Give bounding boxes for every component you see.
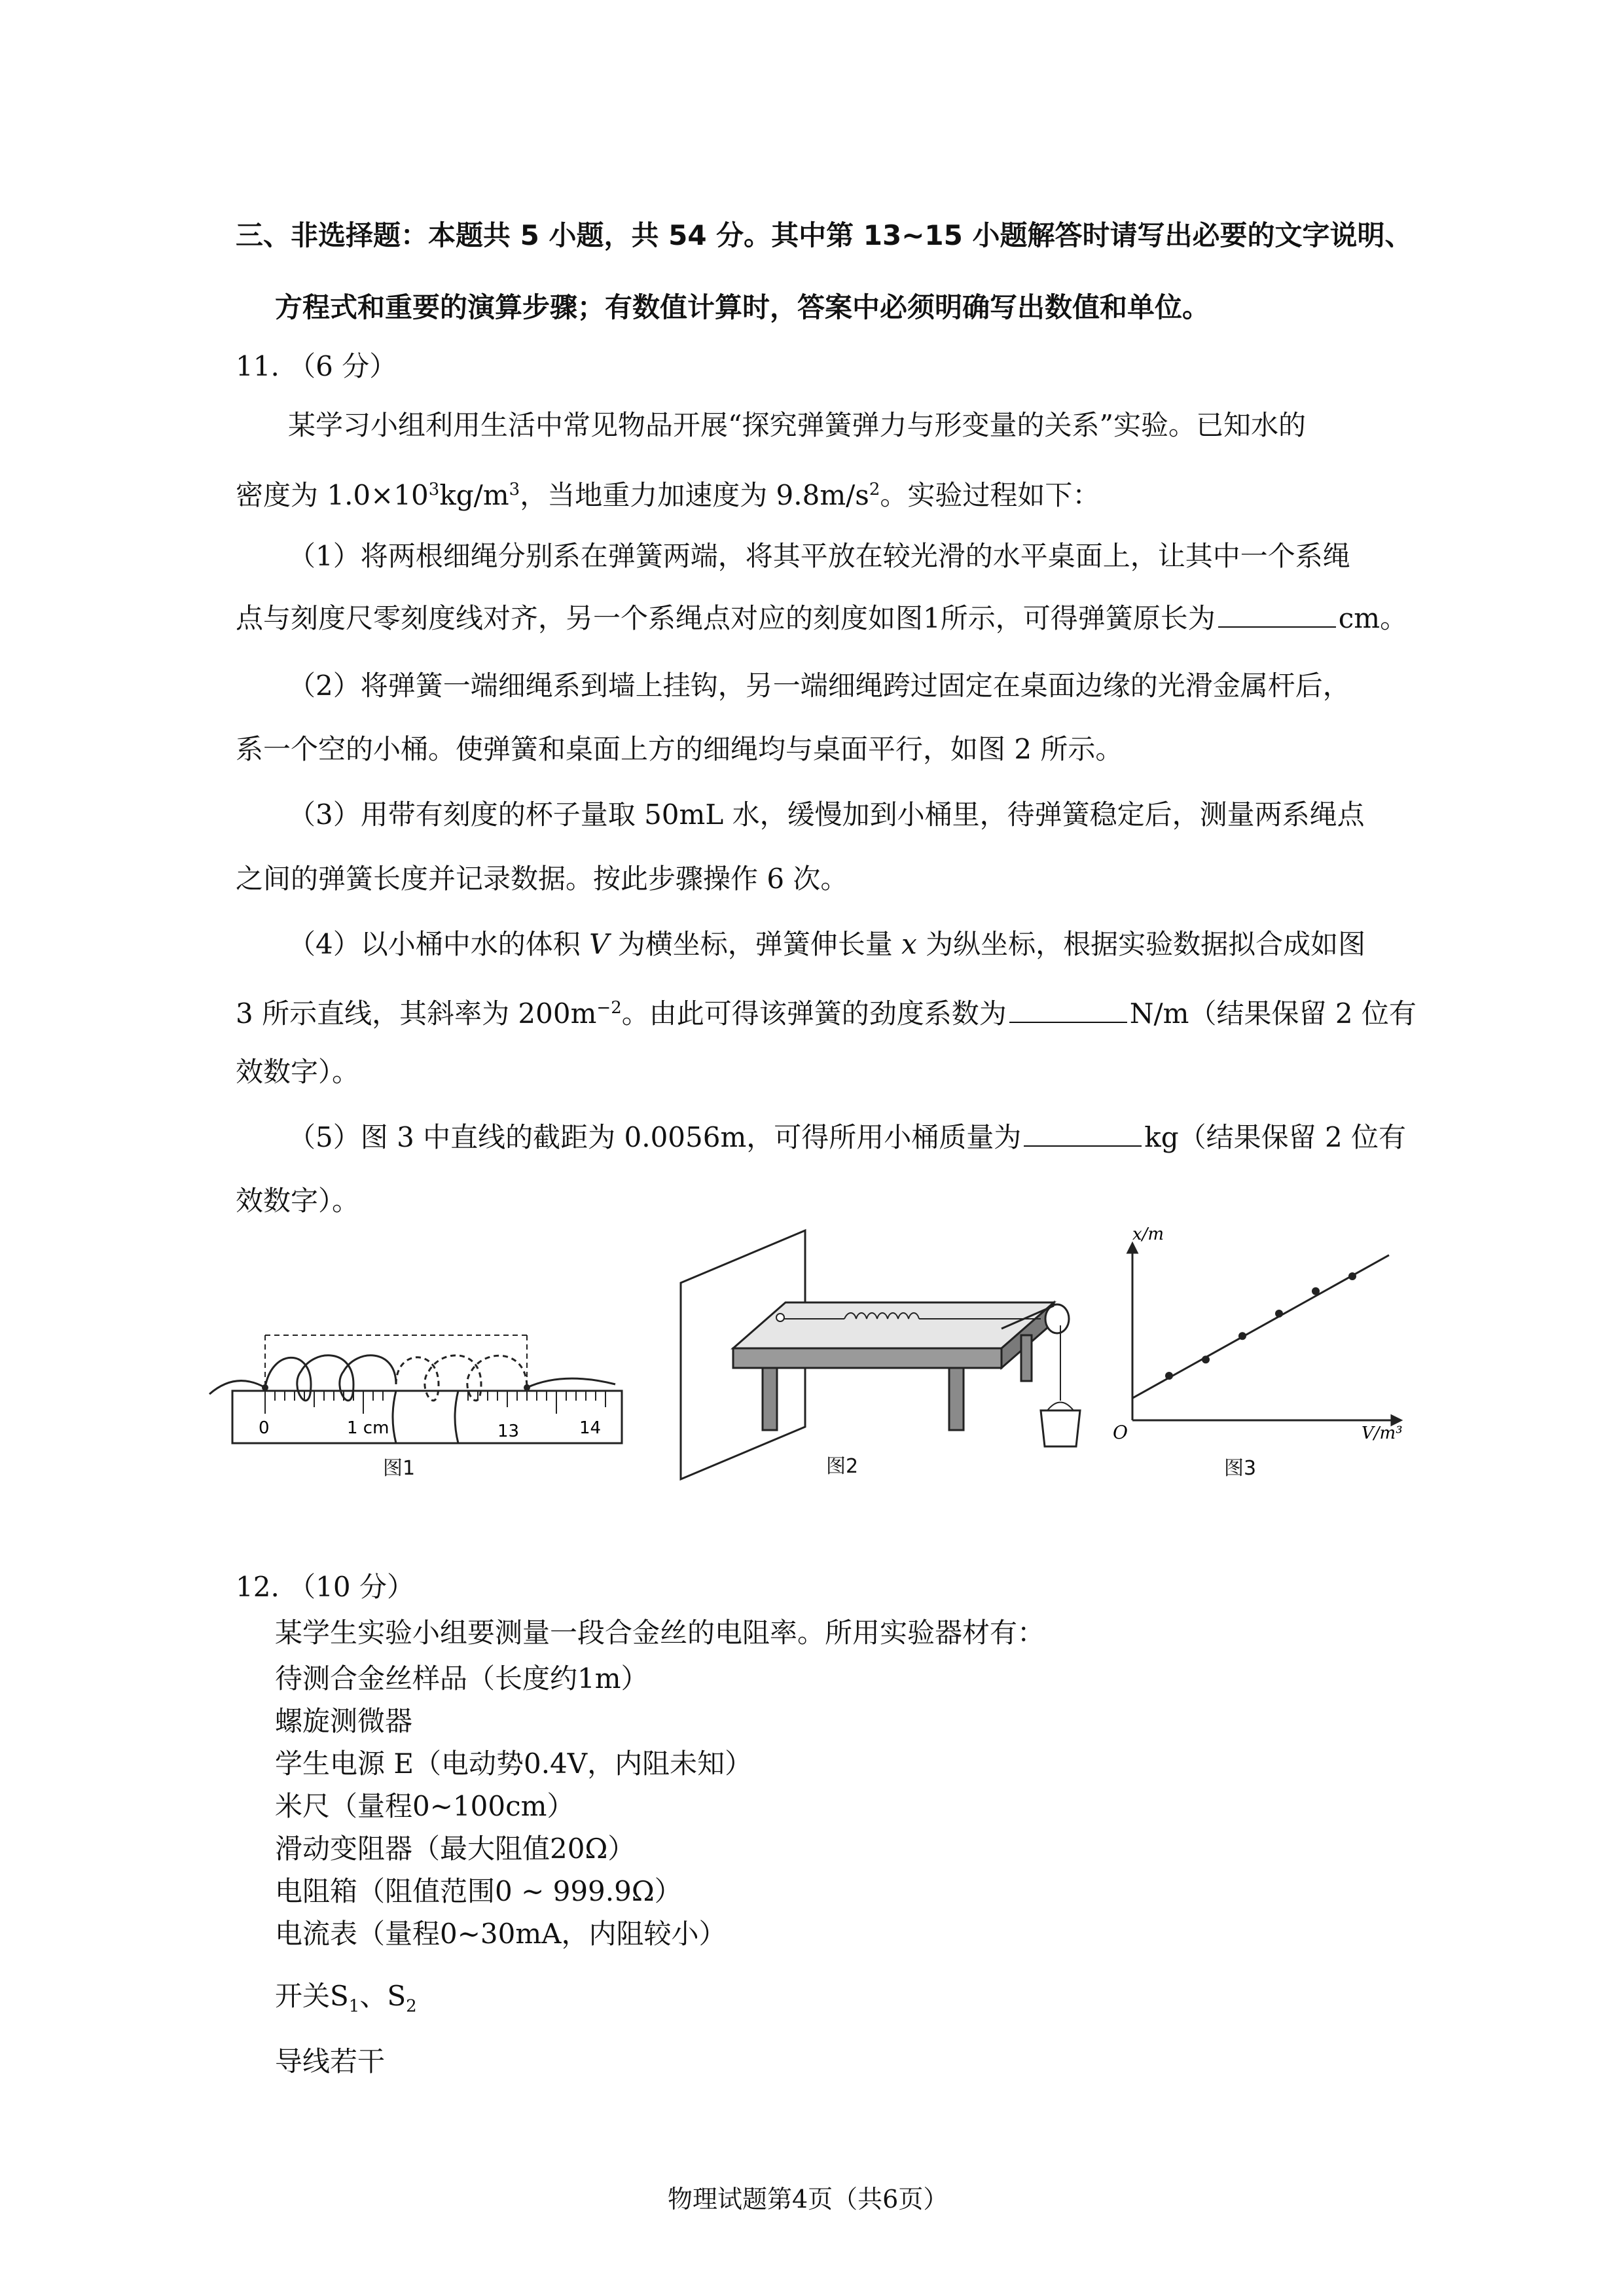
q11-step2-line2: 系一个空的小桶。使弹簧和桌面上方的细绳均与桌面平行，如图 2 所示。 (236, 733, 1123, 765)
fig1-tick-0: 0 (259, 1418, 270, 1438)
q11-step1-line1: （1）将两根细绳分别系在弹簧两端，将其平放在较光滑的水平桌面上，让其中一个系绳 (288, 540, 1350, 572)
q12-intro: 某学生实验小组要测量一段合金丝的电阻率。所用实验器材有： (275, 1617, 1045, 1649)
q11-score: （6 分） (288, 350, 397, 382)
q11-step5-line2: 效数字）。 (236, 1185, 360, 1217)
q12-number: 12. (236, 1571, 280, 1603)
answer-blank-2[interactable] (1009, 996, 1127, 1023)
q12-item: 学生电源 E（电动势0.4V，内阻未知） (275, 1748, 753, 1780)
q12-score: （10 分） (288, 1571, 414, 1603)
q11-step4-line3: 效数字）。 (236, 1056, 360, 1088)
q11-step1-line2: 点与刻度尺零刻度线对齐，另一个系绳点对应的刻度如图1所示，可得弹簧原长为 cm。 (236, 599, 1407, 638)
q11-step4-line2: 3 所示直线，其斜率为 $200m^{-2}$。由此可得该弹簧的劲度系数为 N/m（结果保留 2 位有 (236, 988, 1416, 1033)
q11-intro-line1: 某学习小组利用生活中常见物品开展“探究弹簧弹力与形变量的关系”实验。已知水的 (288, 409, 1306, 441)
section-heading-line1: 三、非选择题：本题共 5 小题，共 54 分。其中第 13~15 小题解答时请写出必要的文字说明、 (236, 219, 1413, 251)
q12-item: 电阻箱（阻值范围0 ~ 999.9Ω） (275, 1875, 682, 1907)
q11-step3-line1: （3）用带有刻度的杯子量取 50mL 水，缓慢加到小桶里，待弹簧稳定后，测量两系绳点 (288, 798, 1365, 831)
q11-step2-line1: （2）将弹簧一端细绳系到墙上挂钩，另一端细绳跨过固定在桌面边缘的光滑金属杆后， (288, 670, 1350, 702)
page-footer: 物理试题第4页（共6页） (668, 2185, 948, 2214)
section-heading-line2: 方程式和重要的演算步骤；有数值计算时，答案中必须明确写出数值和单位。 (275, 291, 1210, 323)
q11-header (236, 347, 397, 386)
fig1-tick-14: 14 (579, 1418, 602, 1438)
q12-header (236, 1568, 414, 1607)
fig3-caption: 图3 (1224, 1457, 1257, 1480)
data-point (1202, 1355, 1210, 1363)
data-point (1348, 1272, 1356, 1280)
q12-switches: 开关$S_1$、$S_2$ (275, 1980, 417, 2017)
data-point (1165, 1372, 1173, 1380)
q12-item: 滑动变阻器（最大阻值20Ω） (275, 1833, 636, 1865)
figure-3-chart (1100, 1225, 1414, 1443)
data-point (1312, 1287, 1320, 1295)
figure-1 (196, 1309, 641, 1479)
q12-item: 螺旋测微器 (275, 1705, 413, 1737)
fig2-caption: 图2 (826, 1455, 859, 1478)
q11-intro-line2: 密度为 $1.0\times 10^3kg/m^3$，当地重力加速度为 $9.8m/s^2$。实验过程如下： (236, 479, 1100, 511)
answer-blank-3[interactable] (1024, 1119, 1142, 1147)
fig3-ylabel: x/m (1132, 1225, 1164, 1244)
q11-step4-line1: （4）以小桶中水的体积 V 为横坐标，弹簧伸长量 x 为纵坐标，根据实验数据拟合成如图 (288, 928, 1366, 960)
figure-2 (674, 1230, 1080, 1466)
q11-number: 11. (236, 350, 280, 382)
q12-item: 米尺（量程0~100cm） (275, 1790, 575, 1822)
fig1-tick-1cm: 1 cm (347, 1418, 389, 1438)
fig1-tick-13: 13 (497, 1422, 520, 1441)
q12-item: 电流表（量程0~30mA，内阻较小） (275, 1918, 727, 1950)
fig3-xlabel: V/m³ (1362, 1424, 1403, 1443)
fig1-caption: 图1 (383, 1457, 416, 1480)
fig3-origin: O (1113, 1422, 1128, 1443)
q12-wires: 导线若干 (275, 2045, 386, 2077)
y-axis-arrow (1128, 1244, 1137, 1253)
q11-step5-line1: （5）图 3 中直线的截距为 0.0056m，可得所用小桶质量为 kg（结果保留 2 位有 (288, 1118, 1406, 1157)
data-point (1275, 1310, 1283, 1318)
q11-step3-line2: 之间的弹簧长度并记录数据。按此步骤操作 6 次。 (236, 863, 848, 895)
answer-blank-1[interactable] (1218, 600, 1336, 628)
q12-item: 待测合金丝样品（长度约1m） (275, 1662, 649, 1695)
data-point (1238, 1332, 1246, 1340)
